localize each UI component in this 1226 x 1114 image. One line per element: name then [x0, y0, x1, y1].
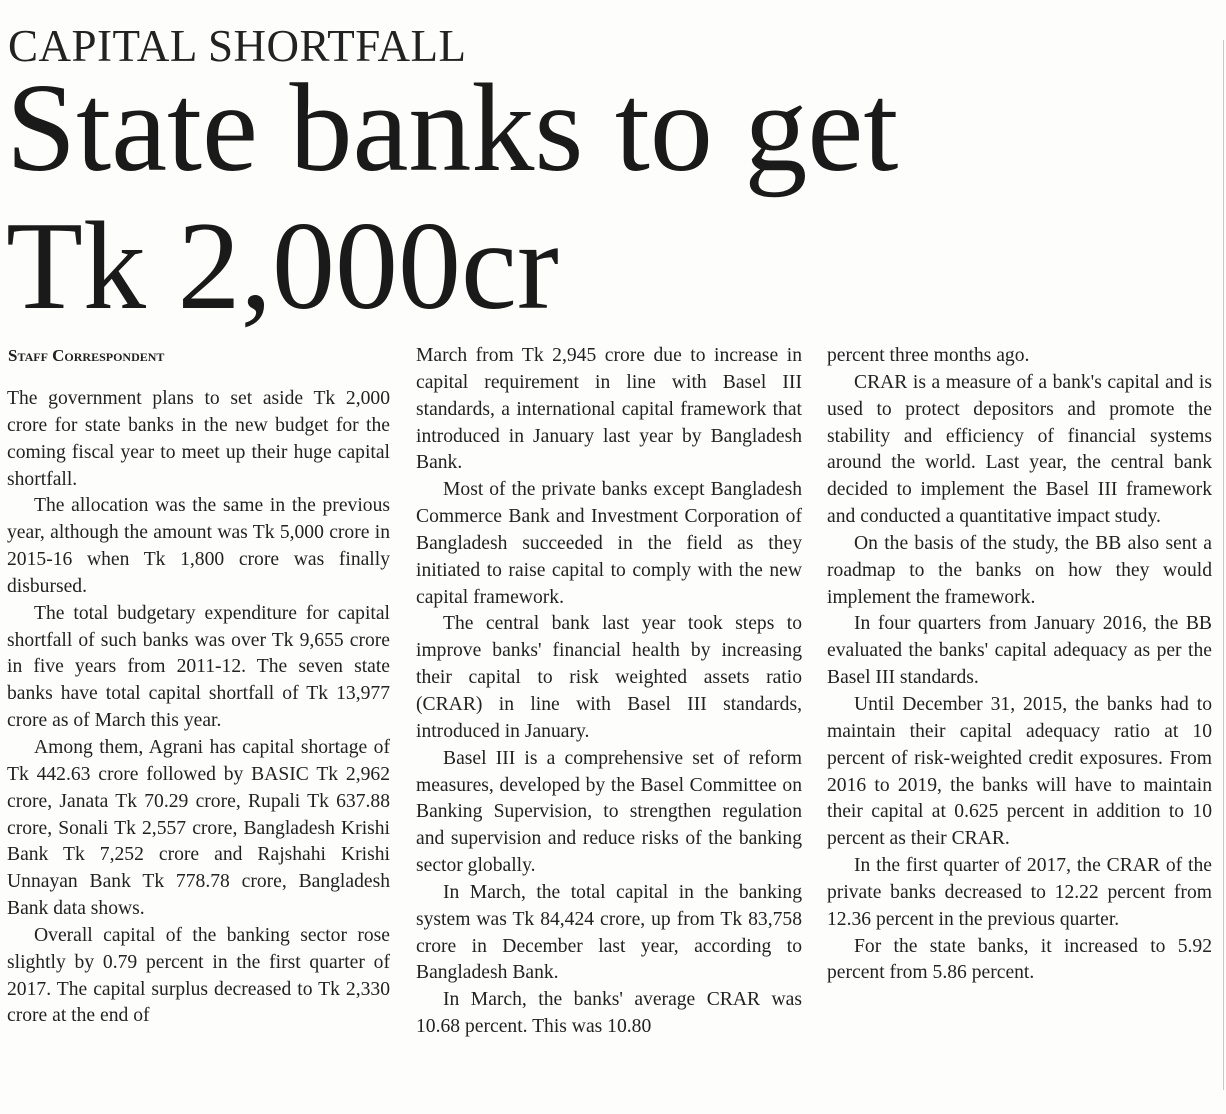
article-column-1: [7, 386, 390, 1030]
paragraph: In the first quarter of 2017, the CRAR of the private banks decreased to 12.22 percent from 12.36 percent in the previous quarter.: [827, 855, 1212, 930]
paragraph: Overall capital of the banking sector rose slightly by 0.79 percent in the first quarter of 2017. The capital surplus decreased to Tk 2,330 crore at the end of: [7, 924, 390, 1027]
paragraph: The total budgetary expenditure for capital shortfall of such banks was over Tk 9,655 crore in five years from 2011-12. The seven state banks have total capital shortfall of Tk 13,977 crore as of March this year.: [7, 602, 390, 732]
paragraph: The allocation was the same in the previous year, although the amount was Tk 5,000 crore in 2015-16 when Tk 1,800 crore was finally disbursed.: [7, 495, 390, 597]
paragraph: Most of the private banks except Bangladesh Commerce Bank and Investment Corporation of Bangladesh succeeded in the field as they initiated to raise capital to comply with the new capital framework.: [416, 479, 802, 608]
paragraph: In March, the banks' average CRAR was 10.68 percent. This was 10.80: [416, 989, 802, 1038]
paragraph: Among them, Agrani has capital shortage of Tk 442.63 crore followed by BASIC Tk 2,962 crore, Janata Tk 70.29 crore, Rupali Tk 637.88 crore, Sonali Tk 2,557 crore, Bangladesh Krishi Bank Tk 7,252 crore and Rajshahi Krishi Unnayan Bank Tk 778.78 crore, Bangladesh Bank data shows.: [7, 736, 390, 920]
paragraph: On the basis of the study, the BB also sent a roadmap to the banks on how they would implement the framework.: [827, 532, 1212, 608]
section-kicker: CAPITAL SHORTFALL: [8, 21, 467, 71]
headline: [6, 60, 898, 336]
paragraph: percent three months ago.: [827, 345, 1030, 366]
headline-line-1: State banks to get: [6, 59, 899, 198]
article-column-3: [827, 343, 1212, 987]
paragraph: For the state banks, it increased to 5.92 percent from 5.86 percent.: [827, 935, 1212, 984]
paragraph: Until December 31, 2015, the banks had to maintain their capital adequacy ratio at 10 percent of risk-weighted credit exposures. From 2016 to 2019, the banks will have to maintain their capital at 0.625 percent in addition to 10 percent as their CRAR.: [827, 693, 1212, 850]
paragraph: In four quarters from January 2016, the BB evaluated the banks' capital adequacy as per the Basel III standards.: [827, 613, 1212, 689]
paragraph: March from Tk 2,945 crore due to increase in capital requirement in line with Basel III standards, a international capital framework that introduced in January last year by Bangladesh Bank.: [416, 345, 802, 474]
paragraph: CRAR is a measure of a bank's capital and is used to protect depositors and promote the stability and efficiency of financial systems around the world. Last year, the central bank decided to implement the Basel III framework and conducted a quantitative impact study.: [827, 371, 1212, 528]
headline-line-2: Tk 2,000cr: [6, 197, 559, 336]
paragraph: The central bank last year took steps to improve banks' financial health by increasing their capital to risk weighted assets ratio (CRAR) in line with Basel III standards, introduced in January.: [416, 613, 802, 742]
paragraph: In March, the total capital in the banking system was Tk 84,424 crore, up from Tk 83,758 crore in December last year, according to Bangladesh Bank.: [416, 881, 802, 984]
page-edge-rule: [1223, 40, 1224, 1090]
byline: Staff Correspondent: [8, 346, 165, 365]
paragraph: The government plans to set aside Tk 2,000 crore for state banks in the new budget for the coming fiscal year to meet up their huge capital shortfall.: [7, 388, 390, 490]
paragraph: Basel III is a comprehensive set of reform measures, developed by the Basel Committee on Banking Supervision, to strengthen regulation and supervision and reduce risks of the banking sector globally.: [416, 747, 802, 877]
article-column-2: [416, 343, 802, 1041]
